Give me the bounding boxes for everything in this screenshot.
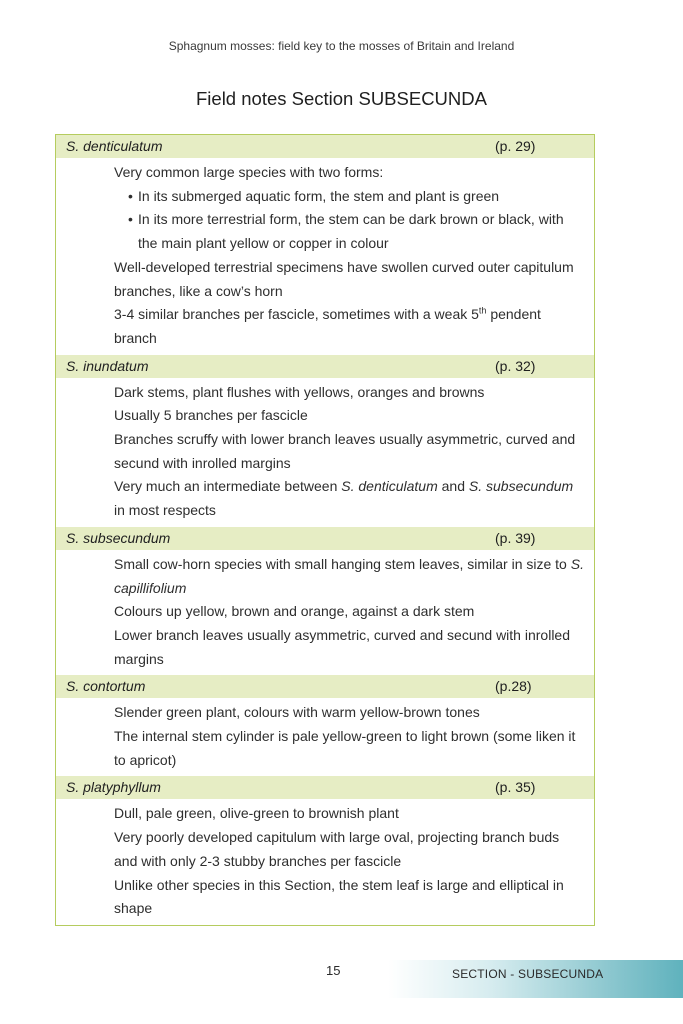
species-ref-italic: S. denticulatum — [341, 478, 438, 495]
species-header-denticulatum — [56, 135, 594, 158]
note-line: Usually 5 branches per fascicle — [114, 407, 308, 424]
species-page-ref: (p.28) — [495, 678, 532, 695]
species-notes-denticulatum — [56, 158, 594, 355]
note-line — [114, 553, 584, 600]
note-text: and — [437, 478, 469, 495]
species-notes-platyphyllum — [56, 799, 594, 925]
field-notes-box — [55, 134, 595, 926]
note-line: Lower branch leaves usually asymmetric, curved and secund with inrolled margins — [114, 626, 570, 667]
species-name: S. subsecundum — [66, 529, 171, 546]
species-notes-contortum — [56, 698, 594, 776]
species-notes-inundatum — [56, 378, 594, 527]
bullet-icon: • — [128, 187, 133, 204]
note-line: The internal stem cylinder is pale yellow-green to light brown (some liken it to apricot) — [114, 728, 576, 768]
species-header-platyphyllum — [56, 776, 594, 799]
species-header-subsecundum — [56, 527, 594, 550]
species-notes-subsecundum — [56, 550, 594, 676]
note-text: Very much an intermediate between — [114, 478, 342, 495]
bullet-text: In its submerged aquatic form, the stem and plant is green — [138, 187, 500, 204]
note-line: Dark stems, plant flushes with yellows, oranges and browns — [114, 383, 485, 400]
note-line: Slender green plant, colours with warm yellow-brown tones — [114, 704, 480, 721]
bullet-icon: • — [128, 211, 133, 228]
bullet-text: In its more terrestrial form, the stem can be dark brown or black, with the main plant yellow or copper in colour — [138, 211, 564, 252]
species-page-ref: (p. 29) — [495, 138, 536, 154]
species-header-inundatum — [56, 355, 594, 378]
species-name: S. contortum — [66, 678, 146, 695]
note-text: in most respects — [114, 502, 216, 519]
page-number: 15 — [326, 963, 341, 978]
species-name: S. platyphyllum — [66, 779, 161, 796]
note-line: Colours up yellow, brown and orange, against a dark stem — [114, 603, 475, 620]
species-ref-italic: S. subsecundum — [468, 478, 574, 495]
page-title: Field notes Section SUBSECUNDA — [196, 88, 487, 109]
species-name: S. inundatum — [66, 357, 149, 374]
species-page-ref: (p. 35) — [495, 779, 536, 796]
footer-section-label: SECTION - SUBSECUNDA — [452, 967, 604, 981]
species-page-ref: (p. 32) — [495, 357, 536, 374]
running-header: Sphagnum mosses: field key to the mosses of Britain and Ireland — [168, 39, 515, 53]
species-header-contortum — [56, 675, 594, 698]
species-page-ref: (p. 39) — [495, 529, 536, 546]
note-line: Very poorly developed capitulum with large oval, projecting branch buds and with only 2-3 stubby branches per fascicle — [114, 829, 560, 869]
species-ref-italic: S. capillifolium — [114, 555, 584, 596]
note-line: Unlike other species in this Section, the stem leaf is large and elliptical in shape — [114, 876, 564, 917]
note-text: 3-4 similar branches per fascicle, sometimes with a weak 5 — [114, 306, 479, 323]
species-name: S. denticulatum — [66, 138, 163, 154]
note-text: Small cow-horn species with small hanging stem leaves, similar in size to — [114, 555, 571, 572]
note-line — [114, 475, 584, 522]
note-line: Dull, pale green, olive-green to brownish plant — [114, 805, 399, 822]
note-text: pendent branch — [114, 306, 541, 346]
note-line: Very common large species with two forms: — [114, 164, 384, 180]
note-line: Branches scruffy with lower branch leaves usually asymmetric, curved and secund with inrolled margins — [114, 431, 576, 471]
bullet-item — [114, 208, 584, 255]
note-line — [114, 303, 584, 350]
ordinal-suffix: th — [478, 305, 487, 316]
bullet-item — [114, 185, 584, 209]
note-line: Well-developed terrestrial specimens have swollen curved outer capitulum branches, like a cow’s horn — [114, 258, 574, 299]
